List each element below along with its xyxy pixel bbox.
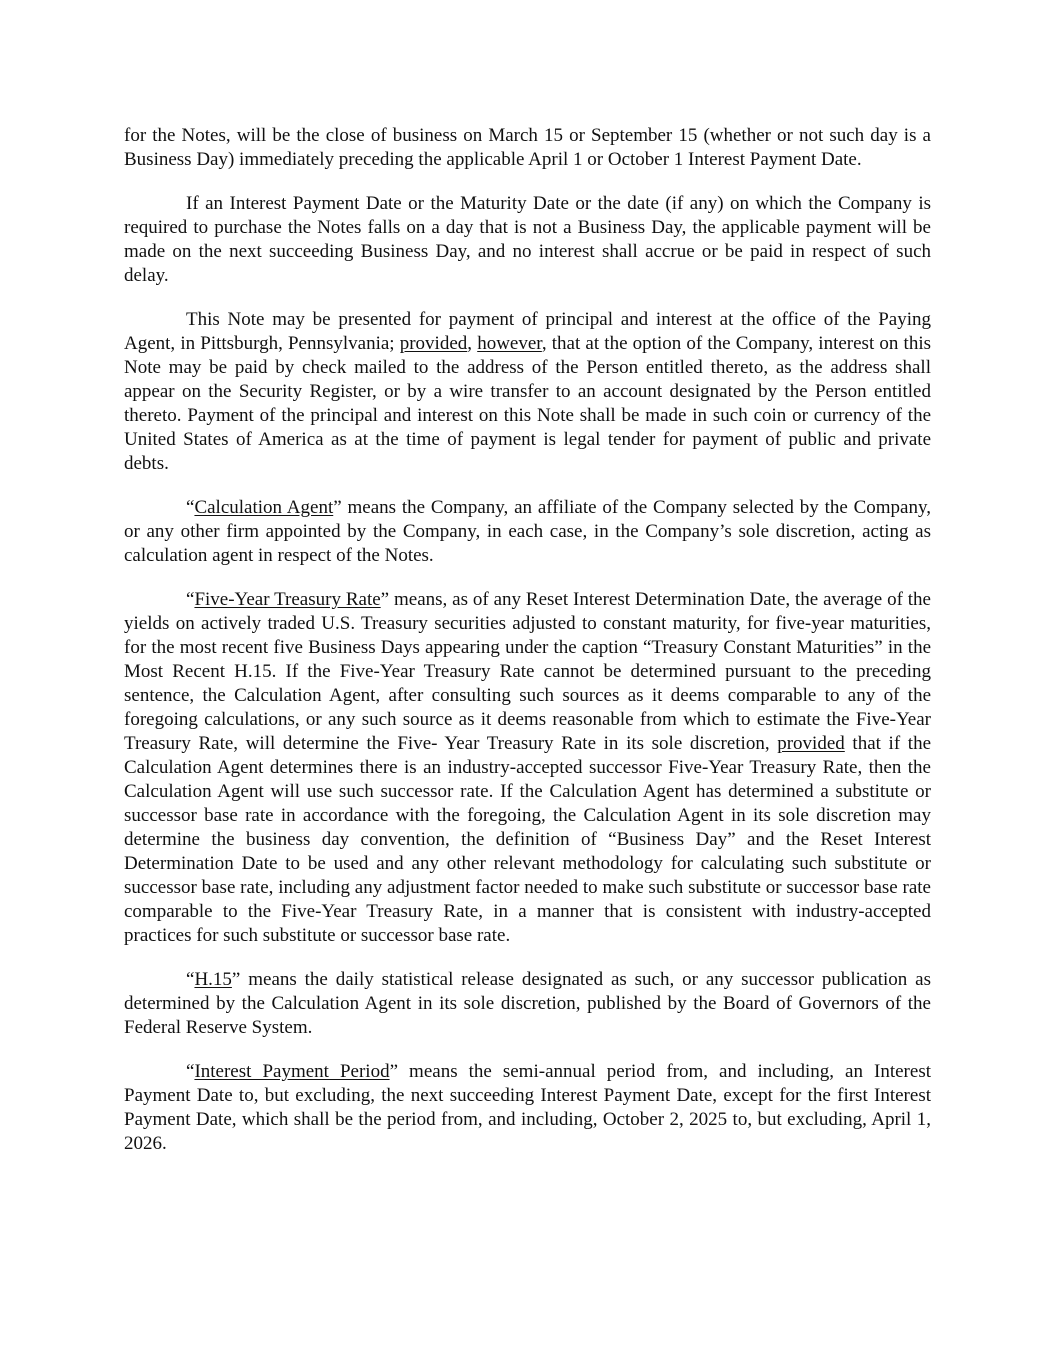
provided-term: provided [777, 733, 845, 754]
definition-h15 [124, 968, 931, 1040]
separator: , [467, 333, 478, 354]
paragraph-business-day [124, 192, 931, 288]
open-quote: “ [186, 589, 195, 610]
definition-text: that if the Calculation Agent determines there is an industry-accepted successor Five-Year Treasury Rate, then the Calculation Agent will use such successor rate. If the Calculation Agent has determined a substitute or successor base rate in accordance with the foregoing, the Calculation Agent in its sole discretion may determine the business day convention, the definition of “Business Day” and the Reset Interest Determination Date to be used and any other relevant methodology for calculating such substitute or successor base rate, including any adjustment factor needed to make such substitute or successor base rate comparable to the Five-Year Treasury Rate, in a manner that is consistent with industry-accepted practices for such substitute or successor base rate. [124, 733, 932, 946]
defined-term: Interest Payment Period [194, 1061, 390, 1082]
defined-term: Calculation Agent [194, 497, 334, 518]
definition-interest-payment-period [124, 1060, 931, 1156]
defined-term: H.15 [194, 969, 232, 990]
definition-text: ” means the semi-annual period from, and including, an Interest Payment Date to, but excluding, the next succeeding Interest Payment Date, except for the first Interest Payment Date, which shall be the period from, and including, October 2, 2025 to, but excluding, April 1, 2026. [124, 1061, 931, 1154]
definition-text: ” means the daily statistical release designated as such, or any successor publication as determined by the Calculation Agent in its sole discretion, published by the Board of Governors of the Federal Reserve System. [124, 969, 931, 1038]
paragraph-record-date [124, 124, 931, 172]
definition-five-year-treasury-rate [124, 588, 931, 948]
definition-text: ” means, as of any Reset Interest Determination Date, the average of the yields on actively traded U.S. Treasury securities adjusted to constant maturity, for five-year maturities, for the most recent five Business Days appearing under the caption “Treasury Constant Maturities” in the Most Recent H.15. If the Five-Year Treasury Rate cannot be determined pursuant to the preceding sentence, the Calculation Agent, after consulting such sources as it deems comparable to any of the foregoing calculations, or any such source as it deems reasonable from which to estimate the Five-Year Treasury Rate, will determine the Five- Year Treasury Rate in its sole discretion, [124, 589, 931, 754]
open-quote: “ [186, 969, 195, 990]
open-quote: “ [186, 497, 195, 518]
paragraph-text: This Note may be presented for payment of principal and interest at the office of the Paying Agent, in Pittsburgh, Pennsylvania; [124, 309, 931, 354]
definition-calculation-agent [124, 496, 931, 568]
definition-text: ” means the Company, an affiliate of the Company selected by the Company, or any other firm appointed by the Company, in each case, in the Company’s sole discretion, acting as calculation agent in respect of the Notes. [124, 497, 931, 566]
however-term: however [477, 333, 542, 354]
paragraph-text: If an Interest Payment Date or the Maturity Date or the date (if any) on which the Company is required to purchase the Notes falls on a day that is not a Business Day, the applicable payment will be made on the next succeeding Business Day, and no interest shall accrue or be paid in respect of such delay. [124, 193, 931, 286]
open-quote: “ [186, 1061, 195, 1082]
paragraph-text: , that at the option of the Company, interest on this Note may be paid by check mailed to the address of the Person entitled thereto, as the address shall appear on the Security Register, or by a wire transfer to an account designated by the Person entitled thereto. Payment of the principal and interest on this Note shall be made in such coin or currency of the United States of America as at the time of payment is legal tender for payment of public and private debts. [124, 333, 932, 474]
provided-term: provided [399, 333, 468, 354]
document-page [124, 124, 931, 1176]
defined-term: Five-Year Treasury Rate [194, 589, 381, 610]
paragraph-payment [124, 308, 931, 476]
paragraph-text: for the Notes, will be the close of business on March 15 or September 15 (whether or not such day is a Business Day) immediately preceding the applicable April 1 or October 1 Interest Payment Date. [124, 125, 931, 170]
